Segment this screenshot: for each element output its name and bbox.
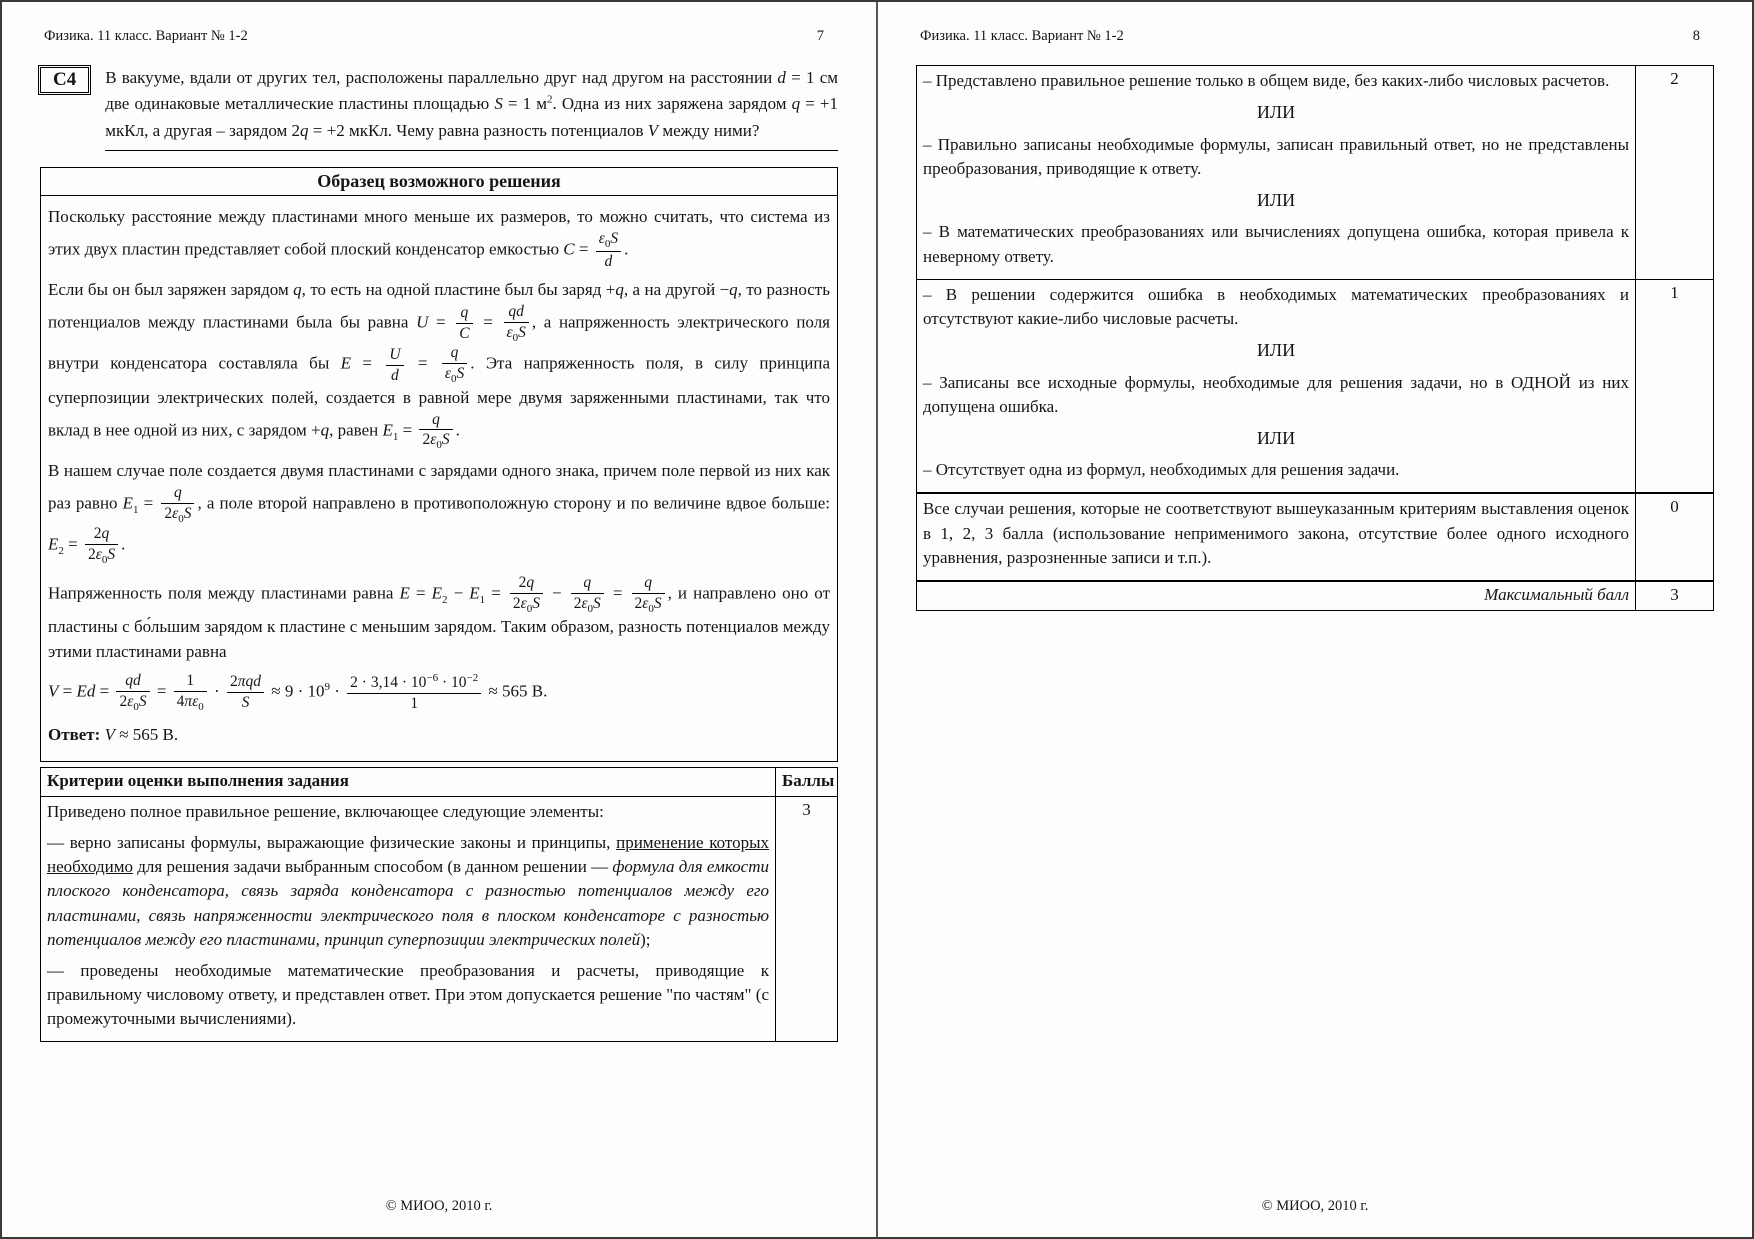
solution-paragraph-1: Поскольку расстояние между пластинами много меньше их размеров, то можно считать, что система из этих двух пластин представляет собой плоский конденсатор емкостью C = $\frac{\varepsilon_0S}{d}$ . xyxy=(48,207,830,271)
problem-block xyxy=(40,65,838,151)
max-score-label: Максимальный балл xyxy=(917,581,1636,611)
page-8 xyxy=(877,2,1752,1237)
solution-paragraph-3: В нашем случае поле создается двумя пластинами с зарядами одного знака, причем поле первой из них как раз равно $E_1$ = $\frac{q}{2\varepsilon_0S}$ , а поле второй направлено в противоположную сторону и по величине вдвое больше: $E_2$ = $\frac{2q}{2\varepsilon_0S}$ . xyxy=(48,461,830,567)
solution-body xyxy=(41,196,837,761)
score-value-3: 3 xyxy=(776,797,838,1042)
criteria-row-3 xyxy=(41,797,838,1042)
criteria-row-1 xyxy=(917,279,1714,493)
criteria-table-continued xyxy=(916,65,1714,611)
score-value-1: 1 xyxy=(1636,279,1714,493)
footer-left: © МИОО, 2010 г. xyxy=(385,1198,493,1214)
problem-label: С4 xyxy=(40,67,89,93)
page-header xyxy=(916,28,1714,45)
solution-table xyxy=(40,167,838,762)
score-value-0: 0 xyxy=(1636,493,1714,580)
criteria-text-3: Приведено полное правильное решение, включающее следующие элементы: — верно записаны формулы, выражающие физические законы и принципы, применение которых необходимо для решения задачи выбранным способом (в данном решении — формула для емкости плоского конденсатора, связь заряда конденсатора с разностью потенциалов между его пластинами, связь напряженности электрического поля в плоском конденсаторе с разностью потенциалов между его пластинами, принцип суперпозиции электрических полей); — проведены необходимые математические преобразования и расчеты, приводящие к правильному числовому ответу, и представлен ответ. При этом допускается решение "по частям" (с промежуточными вычислениями). xyxy=(41,797,776,1042)
criteria-header-label: Критерии оценки выполнения задания xyxy=(41,767,776,796)
problem-text: В вакууме, вдали от других тел, расположены параллельно друг над другом на расстоянии d = 1 см две одинаковые металлические пластины площадью S = 1 $м^2$. Одна из них заряжена зарядом q = +1 мкКл, а другая – зарядом 2q = +2 мкКл. Чему равна разность потенциалов V между ними? xyxy=(105,65,838,151)
page-number: 7 xyxy=(816,28,824,44)
criteria-text-0: Все случаи решения, которые не соответствуют вышеуказанным критериям выставления оценок в 1, 2, 3 балла (использование неприменимого закона, отсутствие более одного исходного уравнения, разрозненные записи и т.п.). xyxy=(917,493,1636,580)
score-value-2: 2 xyxy=(1636,66,1714,280)
header-title: Физика. 11 класс. Вариант № 1-2 xyxy=(920,28,1124,44)
criteria-header-row xyxy=(41,767,838,796)
answer-line: Ответ: V ≈ 565 В. xyxy=(48,725,179,745)
criteria-text-1: – В решении содержится ошибка в необходимых математических преобразованиях и отсутствуют какие-либо числовые расчеты. ИЛИ – Записаны все исходные формулы, необходимые для решения задачи, но в ОДНОЙ из них допущена ошибка. ИЛИ – Отсутствует одна из формул, необходимых для решения задачи. xyxy=(917,279,1636,493)
criteria-text-2: – Представлено правильное решение только в общем виде, без каких-либо числовых расчетов. ИЛИ – Правильно записаны необходимые формулы, записан правильный ответ, но не представлены преобразования, приводящие к ответу. ИЛИ – В математических преобразованиях или вычислениях допущена ошибка, которая привела к неверному ответу. xyxy=(917,66,1636,280)
score-header-label: Баллы xyxy=(776,767,838,796)
page-7 xyxy=(2,2,877,1237)
solution-paragraph-2: Если бы он был заряжен зарядом q, то есть на одной пластине был бы заряд +q, а на другой −q, то разность потенциалов между пластинами была бы равна U = $\frac{q}{C}$ = $\frac{qd}{\varepsilon_0S}$ , а напряженность электрического поля внутри конденсатора составляла бы E = $\frac{U}{d}$ = $\frac{q}{\varepsilon_0S}$ . Эта напряженность поля, в силу принципа суперпозиции электрических полей, создается в равной мере двумя заряженными пластинами, так что вклад в нее одной из них, с зарядом +q, равен $E_1$ = $\frac{q}{2\varepsilon_0S}$ . xyxy=(48,280,831,452)
solution-paragraph-4: Напряженность поля между пластинами равна $E = E_2 - E_1$ = $\frac{2q}{2\varepsilon_0S}$ − $\frac{q}{2\varepsilon_0S}$ = $\frac{q}{2\varepsilon_0S}$ , и направлено оно от пластины с бо́льшим зарядом к пластине с меньшим зарядом. Таким образом, разность потенциалов между этими пластинами равна xyxy=(48,573,831,662)
page-number: 8 xyxy=(1692,28,1700,44)
header-title: Физика. 11 класс. Вариант № 1-2 xyxy=(44,28,248,44)
page-header xyxy=(40,28,838,45)
criteria-table xyxy=(40,767,838,1042)
solution-title: Образец возможного решения xyxy=(41,168,837,196)
max-score-row xyxy=(917,581,1714,611)
solution-final-formula: V = Ed = $\frac{qd}{2\varepsilon_0S}$ = $\frac{1}{4\pi\varepsilon_0}$ · $\frac{\text{2πqd}}{S}$ ≈ $9 \cdot 10^9$ · $\frac{2 \cdot 3,14 \cdot 10^{-6} \cdot 10^{-2}}{1}$ ≈ 565 В. xyxy=(48,671,548,713)
criteria-row-0 xyxy=(917,493,1714,580)
footer-right: © МИОО, 2010 г. xyxy=(1261,1198,1369,1214)
max-score-value: 3 xyxy=(1636,581,1714,611)
criteria-row-2 xyxy=(917,66,1714,280)
